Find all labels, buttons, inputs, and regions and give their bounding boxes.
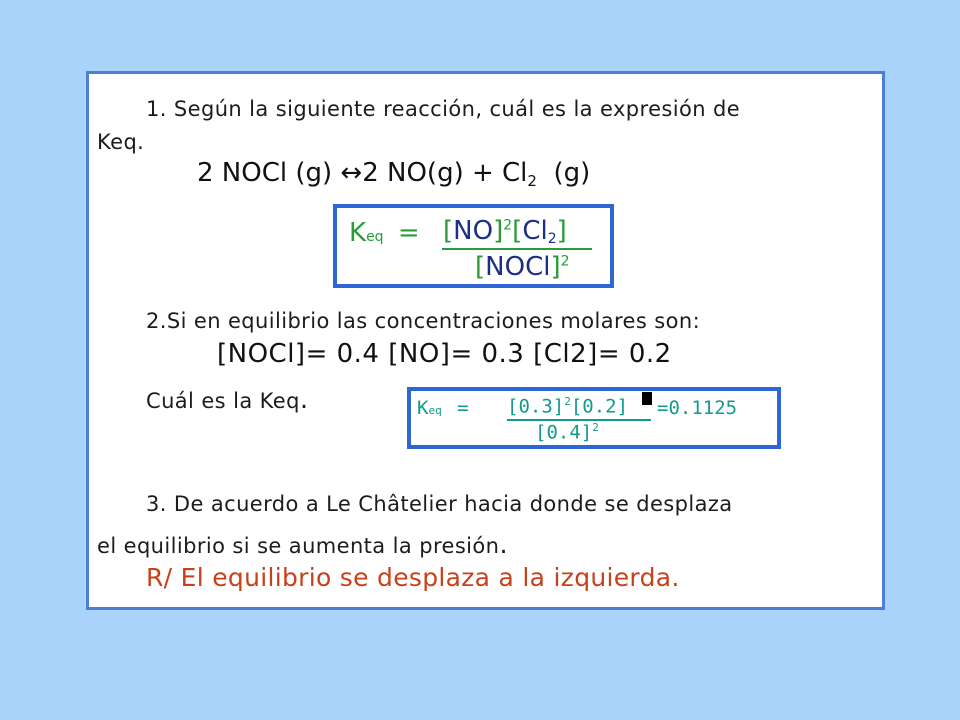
calc-den: [0.4]	[535, 421, 593, 444]
keq-k: K	[349, 218, 367, 248]
keq-calculation-box	[407, 387, 781, 449]
keq-label	[349, 218, 420, 248]
q3-line2	[97, 530, 508, 560]
den-bracket-close: ]	[550, 252, 561, 282]
num-bracket-open: [	[443, 216, 454, 246]
q2-question-text: Cuál es la Keq	[146, 389, 300, 413]
calc-denominator	[535, 421, 599, 443]
q1-line1: 1. Según la siguiente reacción, cuál es la expresión de	[146, 97, 741, 121]
content-card	[86, 71, 885, 610]
q3-line2-period: .	[499, 530, 509, 560]
reaction-left: 2 NOCl (g) ↔2 NO(g) + Cl	[197, 158, 528, 188]
calc-keq-label	[417, 397, 469, 419]
calc-num-2: [0.2]	[570, 395, 629, 418]
q2-text: 2.Si en equilibrio las concentraciones molares son:	[146, 309, 701, 333]
den-exponent: 2	[560, 253, 570, 270]
q2-question-period: .	[299, 385, 309, 415]
q3-line1: 3. De acuerdo a Le Châtelier hacia donde se desplaza	[146, 492, 733, 516]
den-species: NOCl	[485, 252, 551, 282]
q3-line2-text: el equilibrio si se aumenta la presión	[97, 534, 500, 558]
keq-equals: =	[397, 218, 420, 248]
reaction-equation	[197, 158, 590, 190]
keq-subscript: eq	[366, 229, 384, 245]
calc-k: K	[417, 397, 429, 419]
keq-denominator	[475, 252, 570, 282]
num-bracket-open-2: [	[512, 216, 523, 246]
calc-result: =0.1125	[657, 397, 738, 419]
num-species-no: NO	[453, 216, 494, 246]
calc-equals: =	[457, 397, 469, 419]
calc-num-exp: 2	[564, 395, 571, 408]
num-bracket-close: ]	[493, 216, 504, 246]
fraction-bar	[442, 248, 592, 250]
num-bracket-close-2: ]	[556, 216, 567, 246]
reaction-right: (g)	[553, 158, 591, 188]
black-square-mark	[642, 392, 652, 405]
num-species-cl: Cl	[522, 216, 548, 246]
num-exponent: 2	[503, 217, 513, 234]
q2-question	[146, 385, 309, 415]
calc-numerator	[507, 395, 628, 417]
q3-answer: R/ El equilibrio se desplaza a la izquierda.	[146, 563, 680, 592]
concentrations: [NOCl]= 0.4 [NO]= 0.3 [Cl2]= 0.2	[217, 339, 672, 369]
reaction-subscript: 2	[527, 172, 537, 190]
den-bracket-open: [	[475, 252, 486, 282]
keq-expression-box	[333, 204, 614, 288]
num-cl-subscript: 2	[547, 231, 557, 247]
calc-num-1: [0.3]	[507, 395, 565, 418]
calc-den-exp: 2	[592, 421, 599, 434]
keq-numerator	[443, 216, 567, 247]
calc-k-subscript: eq	[428, 404, 442, 417]
q1-line2: Keq.	[97, 130, 145, 154]
